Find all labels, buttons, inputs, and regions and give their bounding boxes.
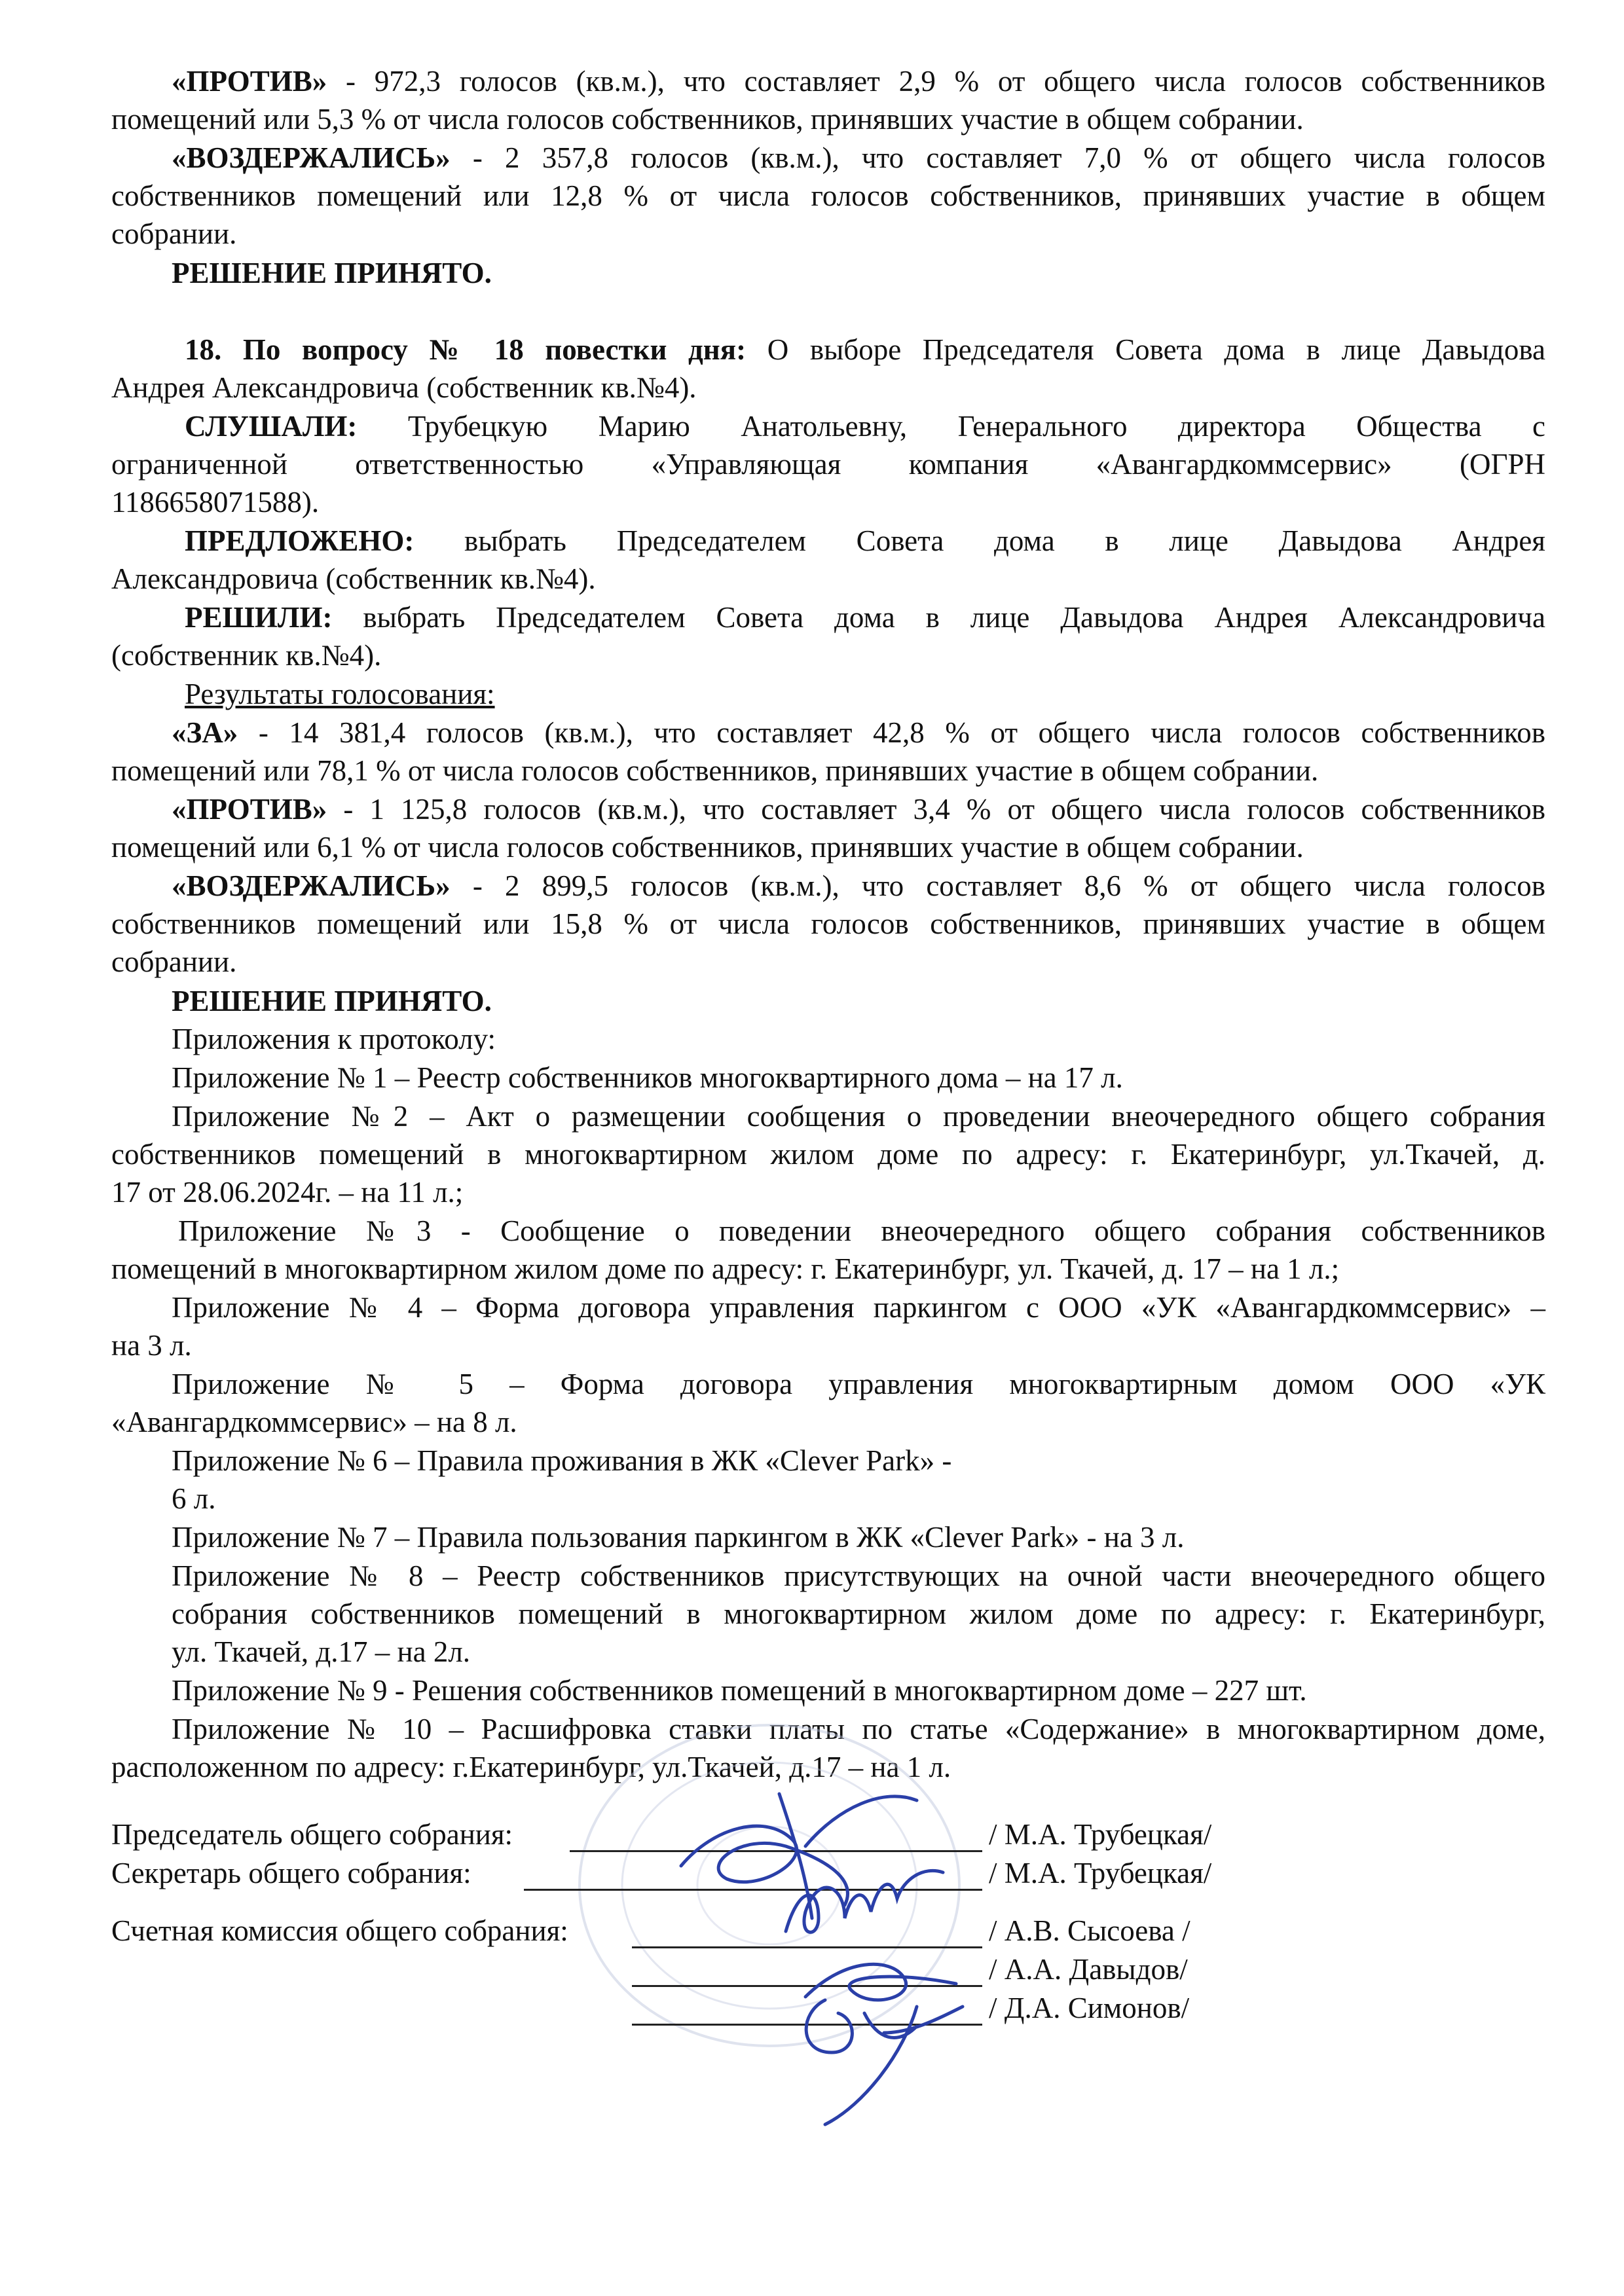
attachment-8: Приложение № 8 – Реестр собственников присутствующих на очной части внеочередного общего [172,1559,1545,1592]
vote-against-label: «ПРОТИВ» [172,65,327,98]
against-2-line: «ПРОТИВ» - 1 125,8 голосов (кв.м.), что составляет 3,4 % от общего числа голосов собственников [172,793,1545,826]
attachment-10: Приложение № 10 – Расшифровка ставки платы по статье «Содержание» в многоквартирном доме, [172,1713,1545,1745]
attachment-6-line-2: 6 л. [172,1482,216,1515]
chair-label: Председатель общего собрания: [111,1818,513,1851]
attachment-2: Приложение №2 – Акт о размещении сообщения о проведении внеочередного общего собрания [172,1100,1545,1133]
commission-member-1-name: / А.В. Сысоева / [989,1914,1190,1947]
heard-line-3: 1186658071588). [111,486,320,519]
attachment-4-line-2: на 3 л. [111,1329,192,1362]
proposed-line-2: Александровича (собственник кв.№4). [111,562,596,595]
attachment-8-line-2: собрания собственников помещений в многоквартирном жилом доме по адресу: г. Екатеринбург, [172,1597,1545,1630]
attachment-8-line-3: ул. Ткачей, д.17 – на 2л. [172,1635,471,1668]
decided-line-2: (собственник кв.№4). [111,639,382,672]
secretary-label: Секретарь общего собрания: [111,1857,471,1889]
vote-against-label: «ПРОТИВ» [172,793,327,826]
abstained-1-line-2: собственников помещений или 12,8 % от числа голосов собственников, принявших участие в общем [111,179,1545,212]
member-1-signature [773,1859,969,1958]
attachment-5: Приложение № 5 – Форма договора управления многоквартирным домом ООО «УК [172,1368,1545,1400]
commission-member-3-name: / Д.А. Симонов/ [989,1992,1190,2024]
proposed-line: ПРЕДЛОЖЕНО: выбрать Председателем Совета дома в лице Давыдова Андрея [185,524,1545,557]
for-line-2: помещений или 78,1 % от числа голосов собственников, принявших участие в общем собрании. [111,754,1319,787]
member-3-signature [786,1974,982,2144]
decision-accepted-2: РЕШЕНИЕ ПРИНЯТО. [172,985,492,1017]
against-2-line-2: помещений или 6,1 % от числа голосов собственников, принявших участие в общем собрании. [111,831,1304,864]
commission-member-2-name: / А.А. Давыдов/ [989,1953,1188,1986]
attachment-9: Приложение № 9 - Решения собственников помещений в многоквартирном доме – 227 шт. [172,1674,1307,1707]
attachment-5-line-2: «Авангардкоммсервис» – на 8 л. [111,1406,517,1438]
decision-accepted-1: РЕШЕНИЕ ПРИНЯТО. [172,257,492,289]
chair-name: / М.А. Трубецкая/ [989,1818,1212,1851]
voting-results-label: Результаты голосования: [185,678,495,710]
for-line: «ЗА» - 14 381,4 голосов (кв.м.), что составляет 42,8 % от общего числа голосов собственников [172,716,1545,749]
heard-line: СЛУШАЛИ: Трубецкую Марию Анатольевну, Генерального директора Общества с [185,410,1545,443]
vote-abstained-label: «ВОЗДЕРЖАЛИСЬ» [172,141,451,174]
abstained-2-line: «ВОЗДЕРЖАЛИСЬ» - 2 899,5 голосов (кв.м.), что составляет 8,6 % от общего числа голосов [172,869,1545,902]
commission-label: Счетная комиссия общего собрания: [111,1914,568,1947]
abstained-2-line-3: собрании. [111,945,237,978]
attachment-10-line-2: расположенном по адресу: г.Екатеринбург, ул.Ткачей, д.17 – на 1 л. [111,1751,951,1783]
vote-for-label: «ЗА» [172,716,238,749]
attachment-6: Приложение № 6 – Правила проживания в ЖК «Clever Park» - [172,1444,952,1477]
abstained-1-line-3: собрании. [111,217,237,250]
against-1-line: «ПРОТИВ» - 972,3 голосов (кв.м.), что составляет 2,9 % от общего числа голосов собственников [172,65,1545,98]
attachment-4: Приложение № 4 – Форма договора управления паркингом с ООО «УК «Авангардкоммсервис» – [172,1291,1545,1324]
vote-abstained-label: «ВОЗДЕРЖАЛИСЬ» [172,869,451,902]
attachment-2-line-2: собственников помещений в многоквартирном жилом доме по адресу: г. Екатеринбург, ул.Ткачей, д. [111,1138,1545,1171]
attachment-3: Приложение №3 - Сообщение о поведении внеочередного общего собрания собственников [178,1214,1545,1247]
secretary-name: / М.А. Трубецкая/ [989,1857,1212,1889]
heard-line-2: ограниченной ответственностью «Управляющая компания «Авангардкоммсервис» (ОГРН [111,448,1545,481]
attachments-header: Приложения к протоколу: [172,1023,496,1055]
attachment-1: Приложение № 1 – Реестр собственников многоквартирного дома – на 17 л. [172,1061,1123,1094]
agenda-question-18-line-2: Андрея Александровича (собственник кв.№4). [111,371,697,404]
against-1-line-2: помещений или 5,3 % от числа голосов собственников, принявших участие в общем собрании. [111,103,1304,136]
attachment-7: Приложение № 7 – Правила пользования паркингом в ЖК «Clever Park» - на 3 л. [172,1521,1185,1554]
attachment-3-line-2: помещений в многоквартирном жилом доме по адресу: г. Екатеринбург, ул. Ткачей, д. 17 – на 1 л.; [111,1252,1340,1285]
abstained-2-line-2: собственников помещений или 15,8 % от числа голосов собственников, принявших участие в общем [111,907,1545,940]
agenda-question-18: 18. По вопросу № 18 повестки дня: О выборе Председателя Совета дома в лице Давыдова [185,333,1545,366]
decided-line: РЕШИЛИ: выбрать Председателем Совета дома в лице Давыдова Андрея Александровича [185,601,1545,634]
attachment-2-line-3: 17 от 28.06.2024г. – на 11 л.; [111,1176,464,1209]
abstained-1-line: «ВОЗДЕРЖАЛИСЬ» - 2 357,8 голосов (кв.м.), что составляет 7,0 % от общего числа голосов [172,141,1545,174]
